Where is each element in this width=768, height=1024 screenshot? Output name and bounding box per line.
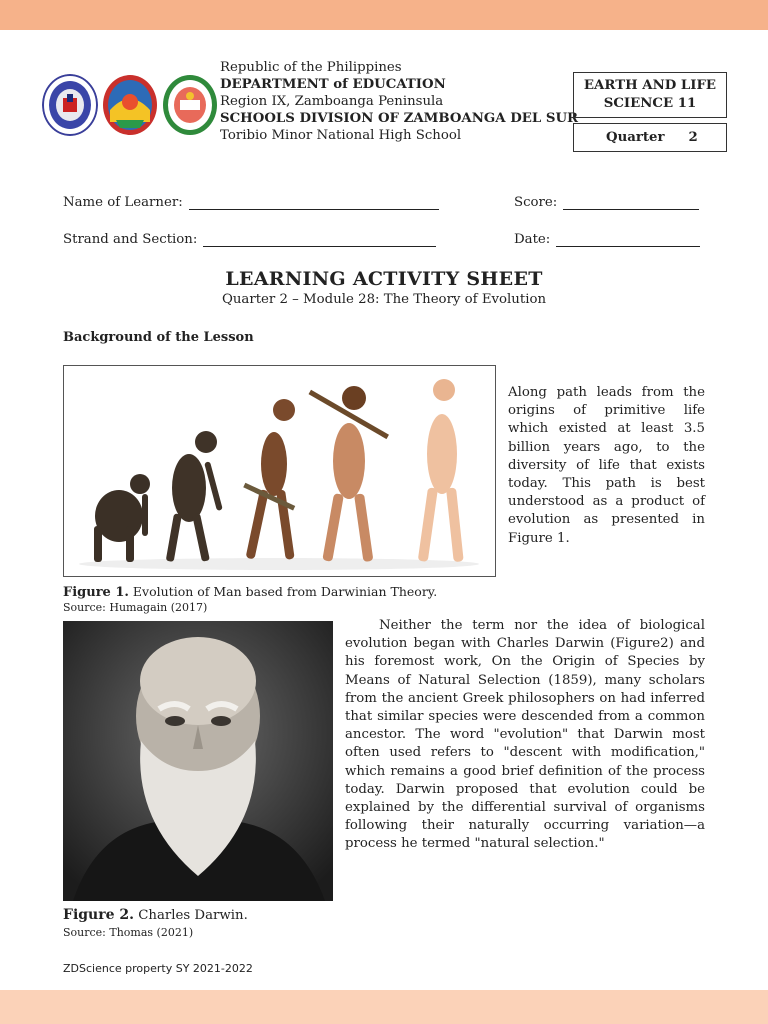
intro-paragraph: Along path leads from the origins of primitive life which existed at least 3.5 billion years ago, to the diversity of life that exists today. This path is best understood as a product of evolution as presented in Figure 1.	[508, 385, 705, 546]
learner-name-line[interactable]	[189, 196, 439, 210]
strand-section-line[interactable]	[203, 233, 436, 247]
header-division: SCHOOLS DIVISION OF ZAMBOANGA DEL SUR	[220, 111, 579, 126]
quarter-label: Quarter	[606, 130, 665, 145]
quarter-number: 2	[688, 130, 698, 145]
top-color-band	[0, 0, 768, 30]
date-line[interactable]	[556, 233, 700, 247]
figure-1-caption-text: Evolution of Man based from Darwinian Theory.	[128, 584, 438, 599]
bottom-color-band	[0, 990, 768, 1024]
header-republic: Republic of the Philippines	[220, 60, 402, 75]
human-figure-5	[418, 379, 464, 562]
ape-figure-1	[94, 474, 150, 562]
figure-1-caption	[63, 584, 437, 600]
hominid-figure-3	[243, 399, 295, 560]
footer-text: ZDScience property SY 2021-2022	[63, 962, 253, 975]
section-heading: Background of the Lesson	[63, 330, 254, 345]
figure-2-source: Source: Thomas (2021)	[63, 926, 194, 939]
quarter-box	[573, 123, 727, 152]
figure-2-caption	[63, 907, 248, 923]
subject-box	[573, 72, 727, 118]
learner-name-field[interactable]	[63, 195, 439, 210]
score-label: Score:	[514, 195, 558, 210]
figure-1-source: Source: Humagain (2017)	[63, 601, 208, 614]
strand-section-label: Strand and Section:	[63, 232, 198, 247]
figure-1-image	[63, 365, 496, 577]
school-seal-logo	[162, 74, 218, 136]
ape-figure-2	[166, 431, 223, 562]
page-title: LEARNING ACTIVITY SHEET	[225, 268, 543, 290]
date-label: Date:	[514, 232, 551, 247]
figure-2-image	[63, 621, 333, 901]
score-line[interactable]	[563, 196, 699, 210]
learner-name-label: Name of Learner:	[63, 195, 183, 210]
header-region: Region IX, Zamboanga Peninsula	[220, 94, 444, 109]
darwin-paragraph: Neither the term nor the idea of biological evolution began with Charles Darwin (Figure2) and his foremost work, On the Origin of Species by Means of Natural Selection (1859), many scholars from the ancient Greek philosophers on had inferred that similar species were descended from a common ancestor. The word "evolution" that Darwin most often used refers to "descent with modification," which remains a good brief definition of the process today. Darwin proposed that evolution could be explained by the differential survival of organisms following their naturally occurring variation—a process he termed "natural selection."	[345, 618, 705, 852]
date-field[interactable]	[514, 232, 700, 247]
page-subtitle: Quarter 2 – Module 28: The Theory of Evolution	[221, 292, 547, 307]
logo-group	[42, 74, 218, 136]
score-field[interactable]	[514, 195, 699, 210]
subject-line-1: EARTH AND LIFE	[583, 78, 717, 93]
header-school: Toribio Minor National High School	[220, 128, 462, 143]
school-header	[220, 59, 578, 144]
hunter-figure-4	[309, 386, 389, 562]
deped-seal-logo	[42, 74, 98, 136]
subject-line-2: SCIENCE 11	[603, 96, 697, 111]
figure-2-label: Figure 2.	[63, 907, 134, 923]
division-seal-logo	[102, 74, 158, 136]
figure-2-caption-text: Charles Darwin.	[134, 908, 248, 923]
header-department: DEPARTMENT of EDUCATION	[220, 77, 446, 92]
figure-1-label: Figure 1.	[63, 585, 129, 600]
strand-section-field[interactable]	[63, 232, 436, 247]
